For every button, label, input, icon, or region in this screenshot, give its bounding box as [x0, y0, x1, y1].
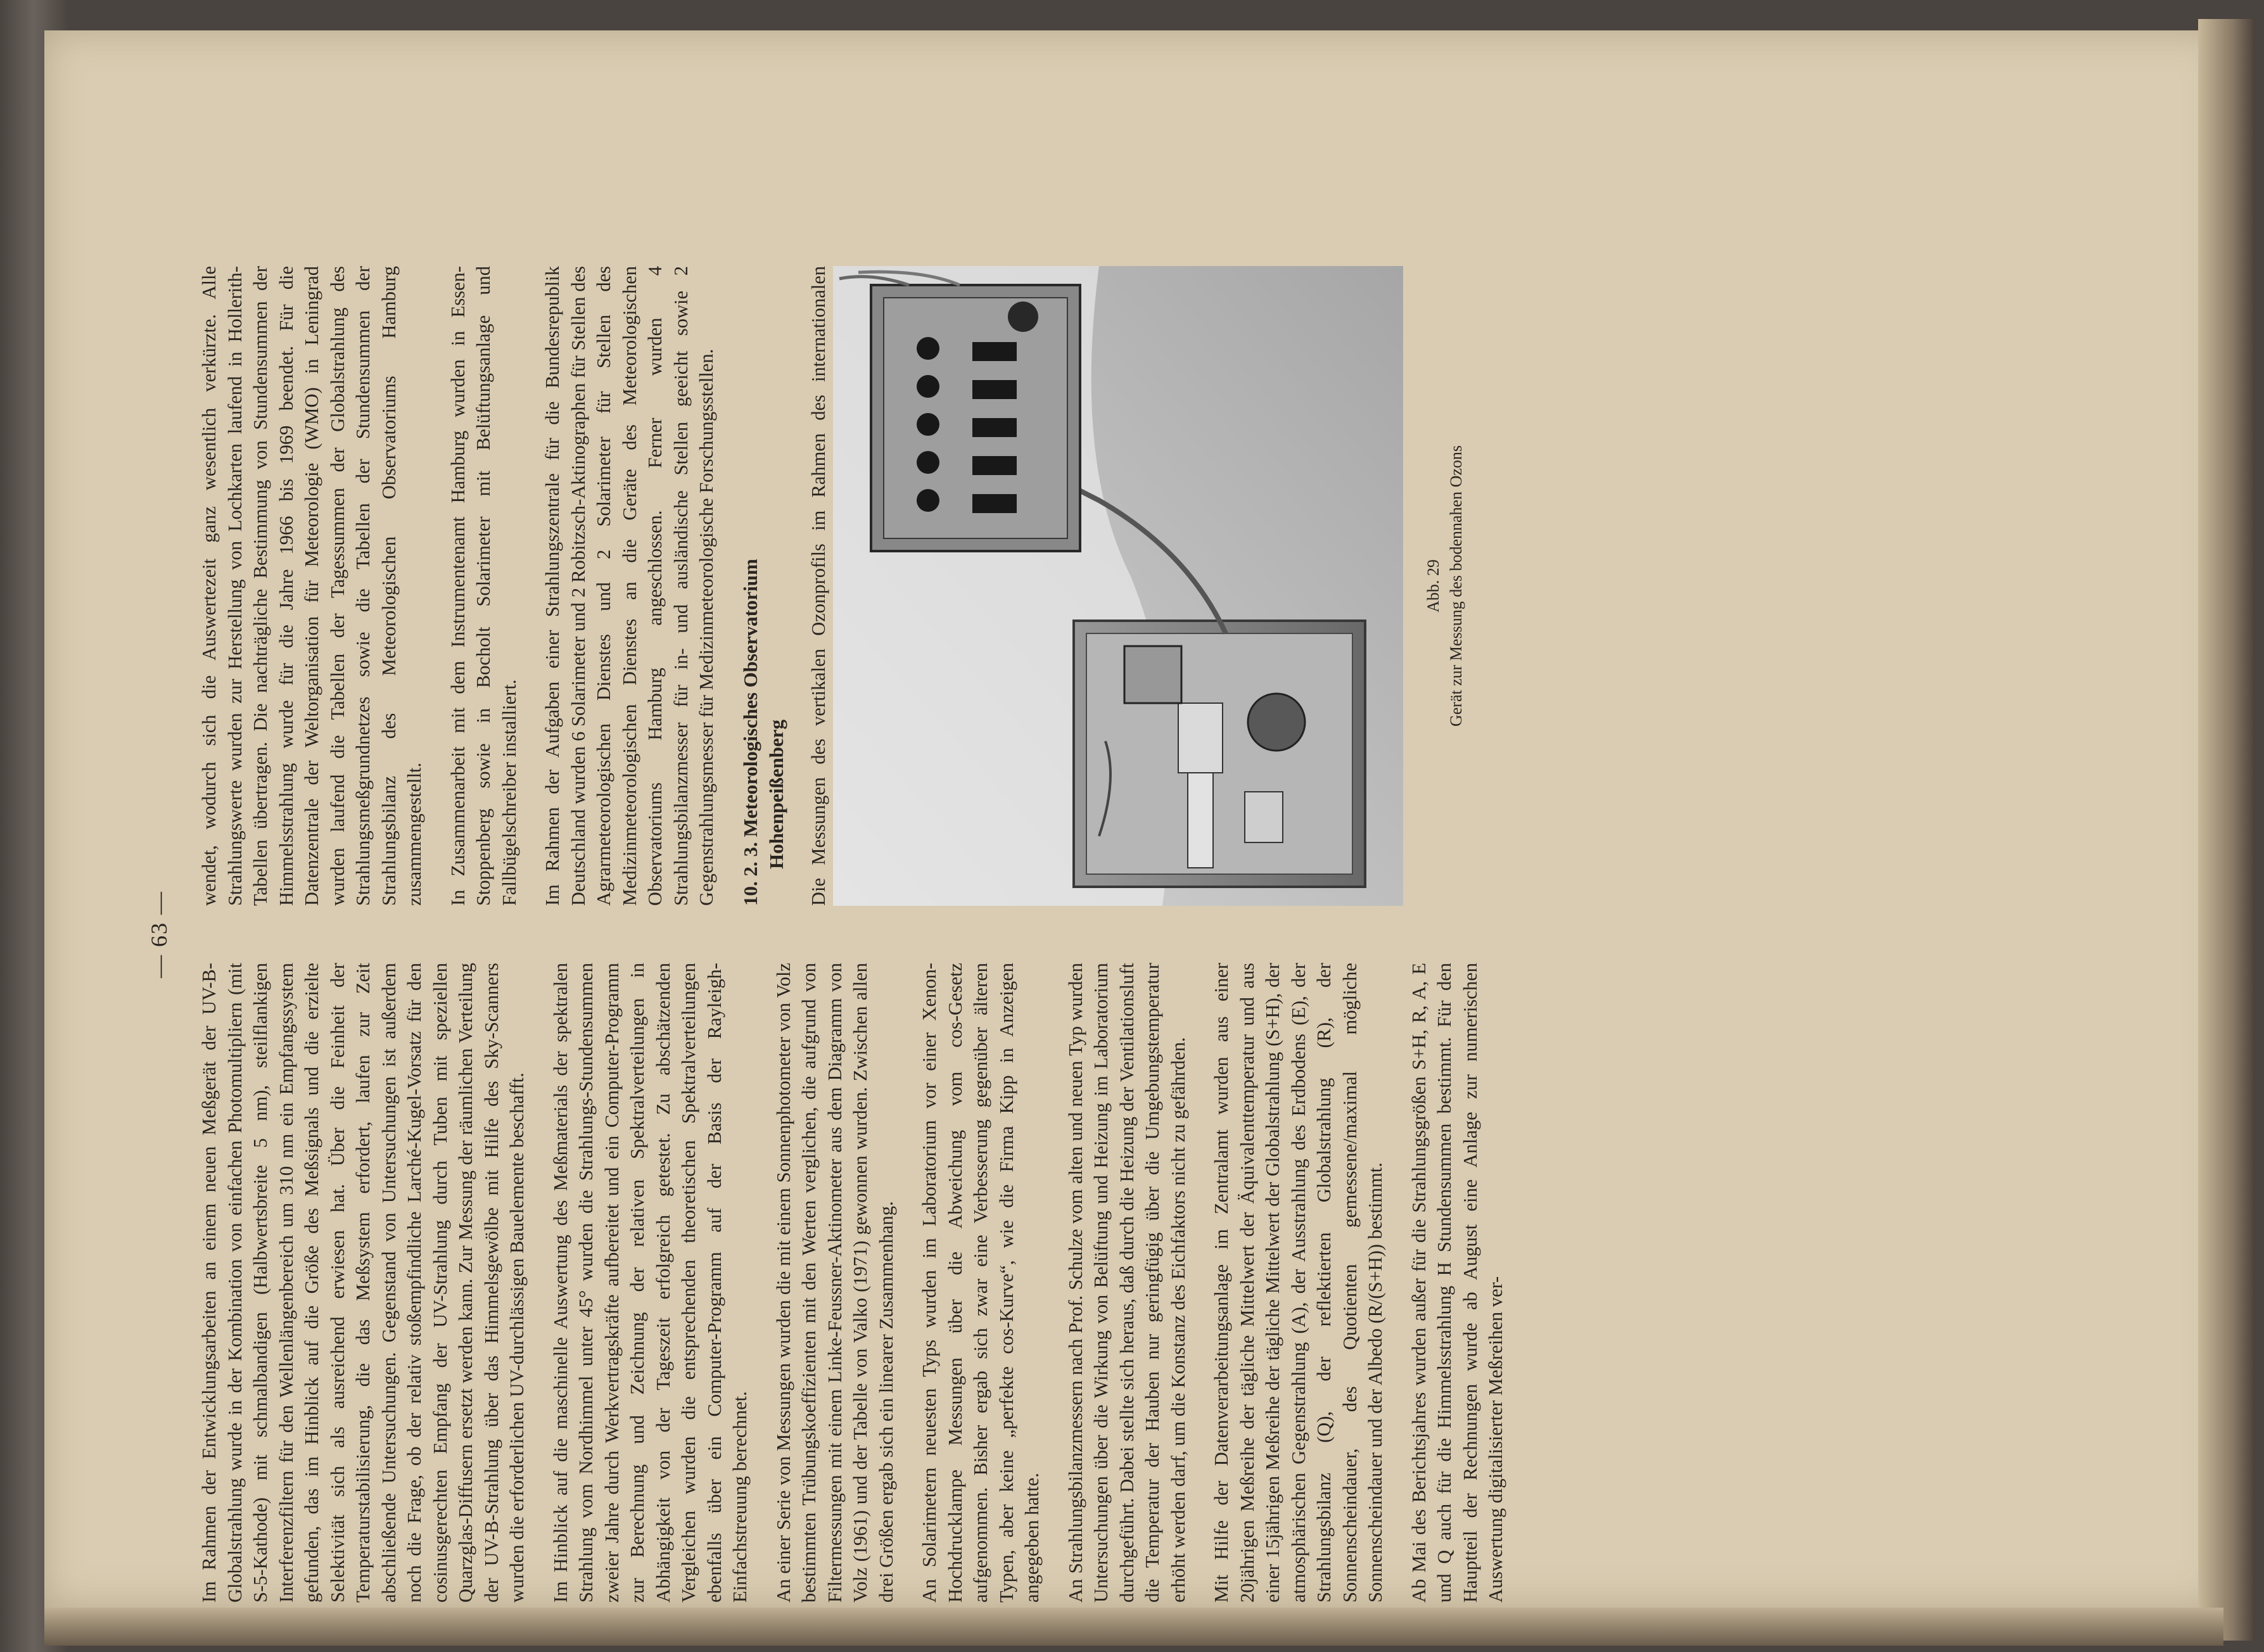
section-heading [737, 266, 789, 906]
figure-abb-29 [833, 266, 1498, 906]
paragraph: An einer Serie von Messungen wurden die mit einem Sonnenphotometer von Volz bestimmten Trübungskoeffizienten mit den Werten verglichen, die aufgrund von Filtermessungen mit einem Linke-Feussner-Aktinometer aus dem Diagramm von Volz (1961) und der Tabelle von Valko (1971) gewonnen wurden. Zwischen allen drei Größen ergab sich ein linearer Zusammenhang. [772, 963, 897, 1603]
paragraph: wendet, wodurch sich die Auswertezeit ganz wesentlich verkürzte. Alle Strahlungswerte wurden zur Herstellung von Lochkarten laufend in Hollerith-Tabellen übertragen. Die nachträgliche Bestimmung von Stundensummen der Himmelsstrahlung wurde für die Jahre 1966 bis 1969 beendet. Für die Datenzentrale der Weltorganisation für Meteorologie (WMO) in Leningrad wurden laufend die Tabellen der Tagessummen der Globalstrahlung des Strahlungsmeßgrundnetzes sowie die Tabellen der Stundensummen der Strahlungsbilanz des Meteorologischen Observatoriums Hamburg zusammengestellt. [198, 266, 425, 906]
figure-label: Abb. 29 [1424, 559, 1442, 613]
paragraph: An Solarimetern neuesten Typs wurden im Laboratorium vor einer Xenon-Hochdrucklampe Messungen über die Abweichung vom cos-Gesetz aufgenommen. Bisher ergab sich zwar eine Verbesserung gegenüber älteren Typen, aber keine „perfekte cos-Kurve“, wie die Firma Kipp in Anzeigen angegeben hatte. [919, 963, 1043, 1603]
rotated-page-content [146, 266, 1622, 1603]
paragraph: Im Rahmen der Aufgaben einer Strahlungszentrale für die Bundesrepublik Deutschland wurden 6 Solarimeter und 2 Robitzsch-Aktinographen für Stellen des Agrarmeteorologischen Dienstes und 2 Solarimeter für Stellen des Medizinmeteorologischen Dienstes an die Geräte des Meteorologischen Observatoriums Hamburg angeschlossen. Ferner wurden 4 Strahlungsbilanzmesser für in- und ausländische Stellen geeicht sowie 2 Gegenstrahlungsmesser für Medizinmeteorologische Forschungsstellen. [542, 266, 717, 906]
paragraph: Im Hinblick auf die maschinelle Auswertung des Meßmaterials der spektralen Strahlung vom Nordhimmel unter 45° wurden die Strahlungs-Stundensummen zweier Jahre durch Werkvertragskräfte aufbereitet und ein Computer-Programm zur Berechnung und Zeichnung der relativen Spektralverteilungen in Abhängigkeit von der Tageszeit erfolgreich getestet. Zu abschätzenden Vergleichen wurden die entsprechenden theoretischen Spektralverteilungen ebenfalls über ein Computer-Programm auf der Basis der Rayleigh-Einfachstreuung berechnet. [549, 963, 751, 1603]
instrument-illustration [833, 266, 1403, 906]
ozone-instrument-photo [833, 266, 1403, 906]
paragraph: Die Messungen des vertikalen Ozonprofils im Rahmen des internationalen [807, 266, 829, 906]
section-heading-line2: Hohenpeißenberg [765, 720, 787, 869]
figure-caption [1422, 266, 1468, 906]
page-number: — 63 — [146, 891, 172, 978]
left-column [196, 963, 1527, 1603]
paragraph: In Zusammenarbeit mit dem Instrumentenamt Hamburg wurden in Essen-Stoppenberg sowie in Bocholt Solarimeter mit Belüftungsanlage und Fallbügelschreiber installiert. [447, 266, 520, 906]
paragraph: Im Rahmen der Entwicklungsarbeiten an einem neuen Meßgerät der UV-B-Globalstrahlung wurde in der Kombination von einfachen Photomultipliern (mit S-5-Kathode) mit schmalbandigen (Halbwertsbreite 5 nm), steilflankigen Interferenzfiltern für den Wellenlängenbereich um 310 nm ein Empfangssystem gefunden, das im Hinblick auf die Größe des Meßsignals und die erzielte Selektivität sich als ausreichend erwiesen hat. Über die Feinheit der Temperaturstabilisierung, die das Meßsystem erfordert, laufen zur Zeit abschließende Untersuchungen. Gegenstand von Untersuchungen ist außerdem noch die Frage, ob der relativ stoßempfindliche Larché-Kugel-Vorsatz für den cosinusgerechten Empfang der UV-Strahlung durch Tuben mit speziellen Quarzglas-Diffusern ersetzt werden kann. Zur Messung der räumlichen Verteilung der UV-B-Strahlung über das Himmelsgewölbe mit Hilfe des Sky-Scanners wurden die erforderlichen UV-durchlässigen Bauelemente beschafft. [198, 963, 528, 1603]
paragraph: Ab Mai des Berichtsjahres wurden außer für die Strahlungsgrößen S+H, R, A, E und Q auch für die Himmelsstrahlung H Stundensummen bestimmt. Für den Hauptteil der Rechnungen wurde ab August eine Anlage zur numerischen Auswertung digitalisierter Meßreihen ver- [1408, 963, 1506, 1603]
section-heading-line1: 10. 2. 3. Meteorologisches Observatorium [739, 559, 761, 906]
page-edge [44, 1608, 2223, 1646]
figure-caption-text: Gerät zur Messung des bodennahen Ozons [1447, 445, 1465, 727]
book-gutter [2198, 19, 2255, 1641]
paragraph: Mit Hilfe der Datenverarbeitungsanlage im Zentralamt wurden aus einer 20jährigen Meßreihe der tägliche Mittelwert der Äquivalenttemperatur und aus einer 15jährigen Meßreihe der tägliche Mittelwert der Globalstrahlung (S+H), der atmosphärischen Gegenstrahlung (A), der Ausstrahlung des Erdbodens (E), der Strahlungsbilanz (Q), der reflektierten Globalstrahlung (R), der Sonnenscheindauer, des Quotienten gemessene/maximal mögliche Sonnenscheindauer und der Albedo (R/(S+H)) bestimmt. [1211, 963, 1386, 1603]
paragraph: An Strahlungsbilanzmessern nach Prof. Schulze vom alten und neuen Typ wurden Untersuchungen über die Wirkung von Belüftung und Heizung im Laboratorium durchgeführt. Dabei stellte sich heraus, daß durch die Heizung der Ventilationsluft die Temperatur der Hauben nur geringfügig über die Umgebungstemperatur erhöht werden darf, um die Konstanz des Eichfaktors nicht zu gefährden. [1064, 963, 1189, 1603]
